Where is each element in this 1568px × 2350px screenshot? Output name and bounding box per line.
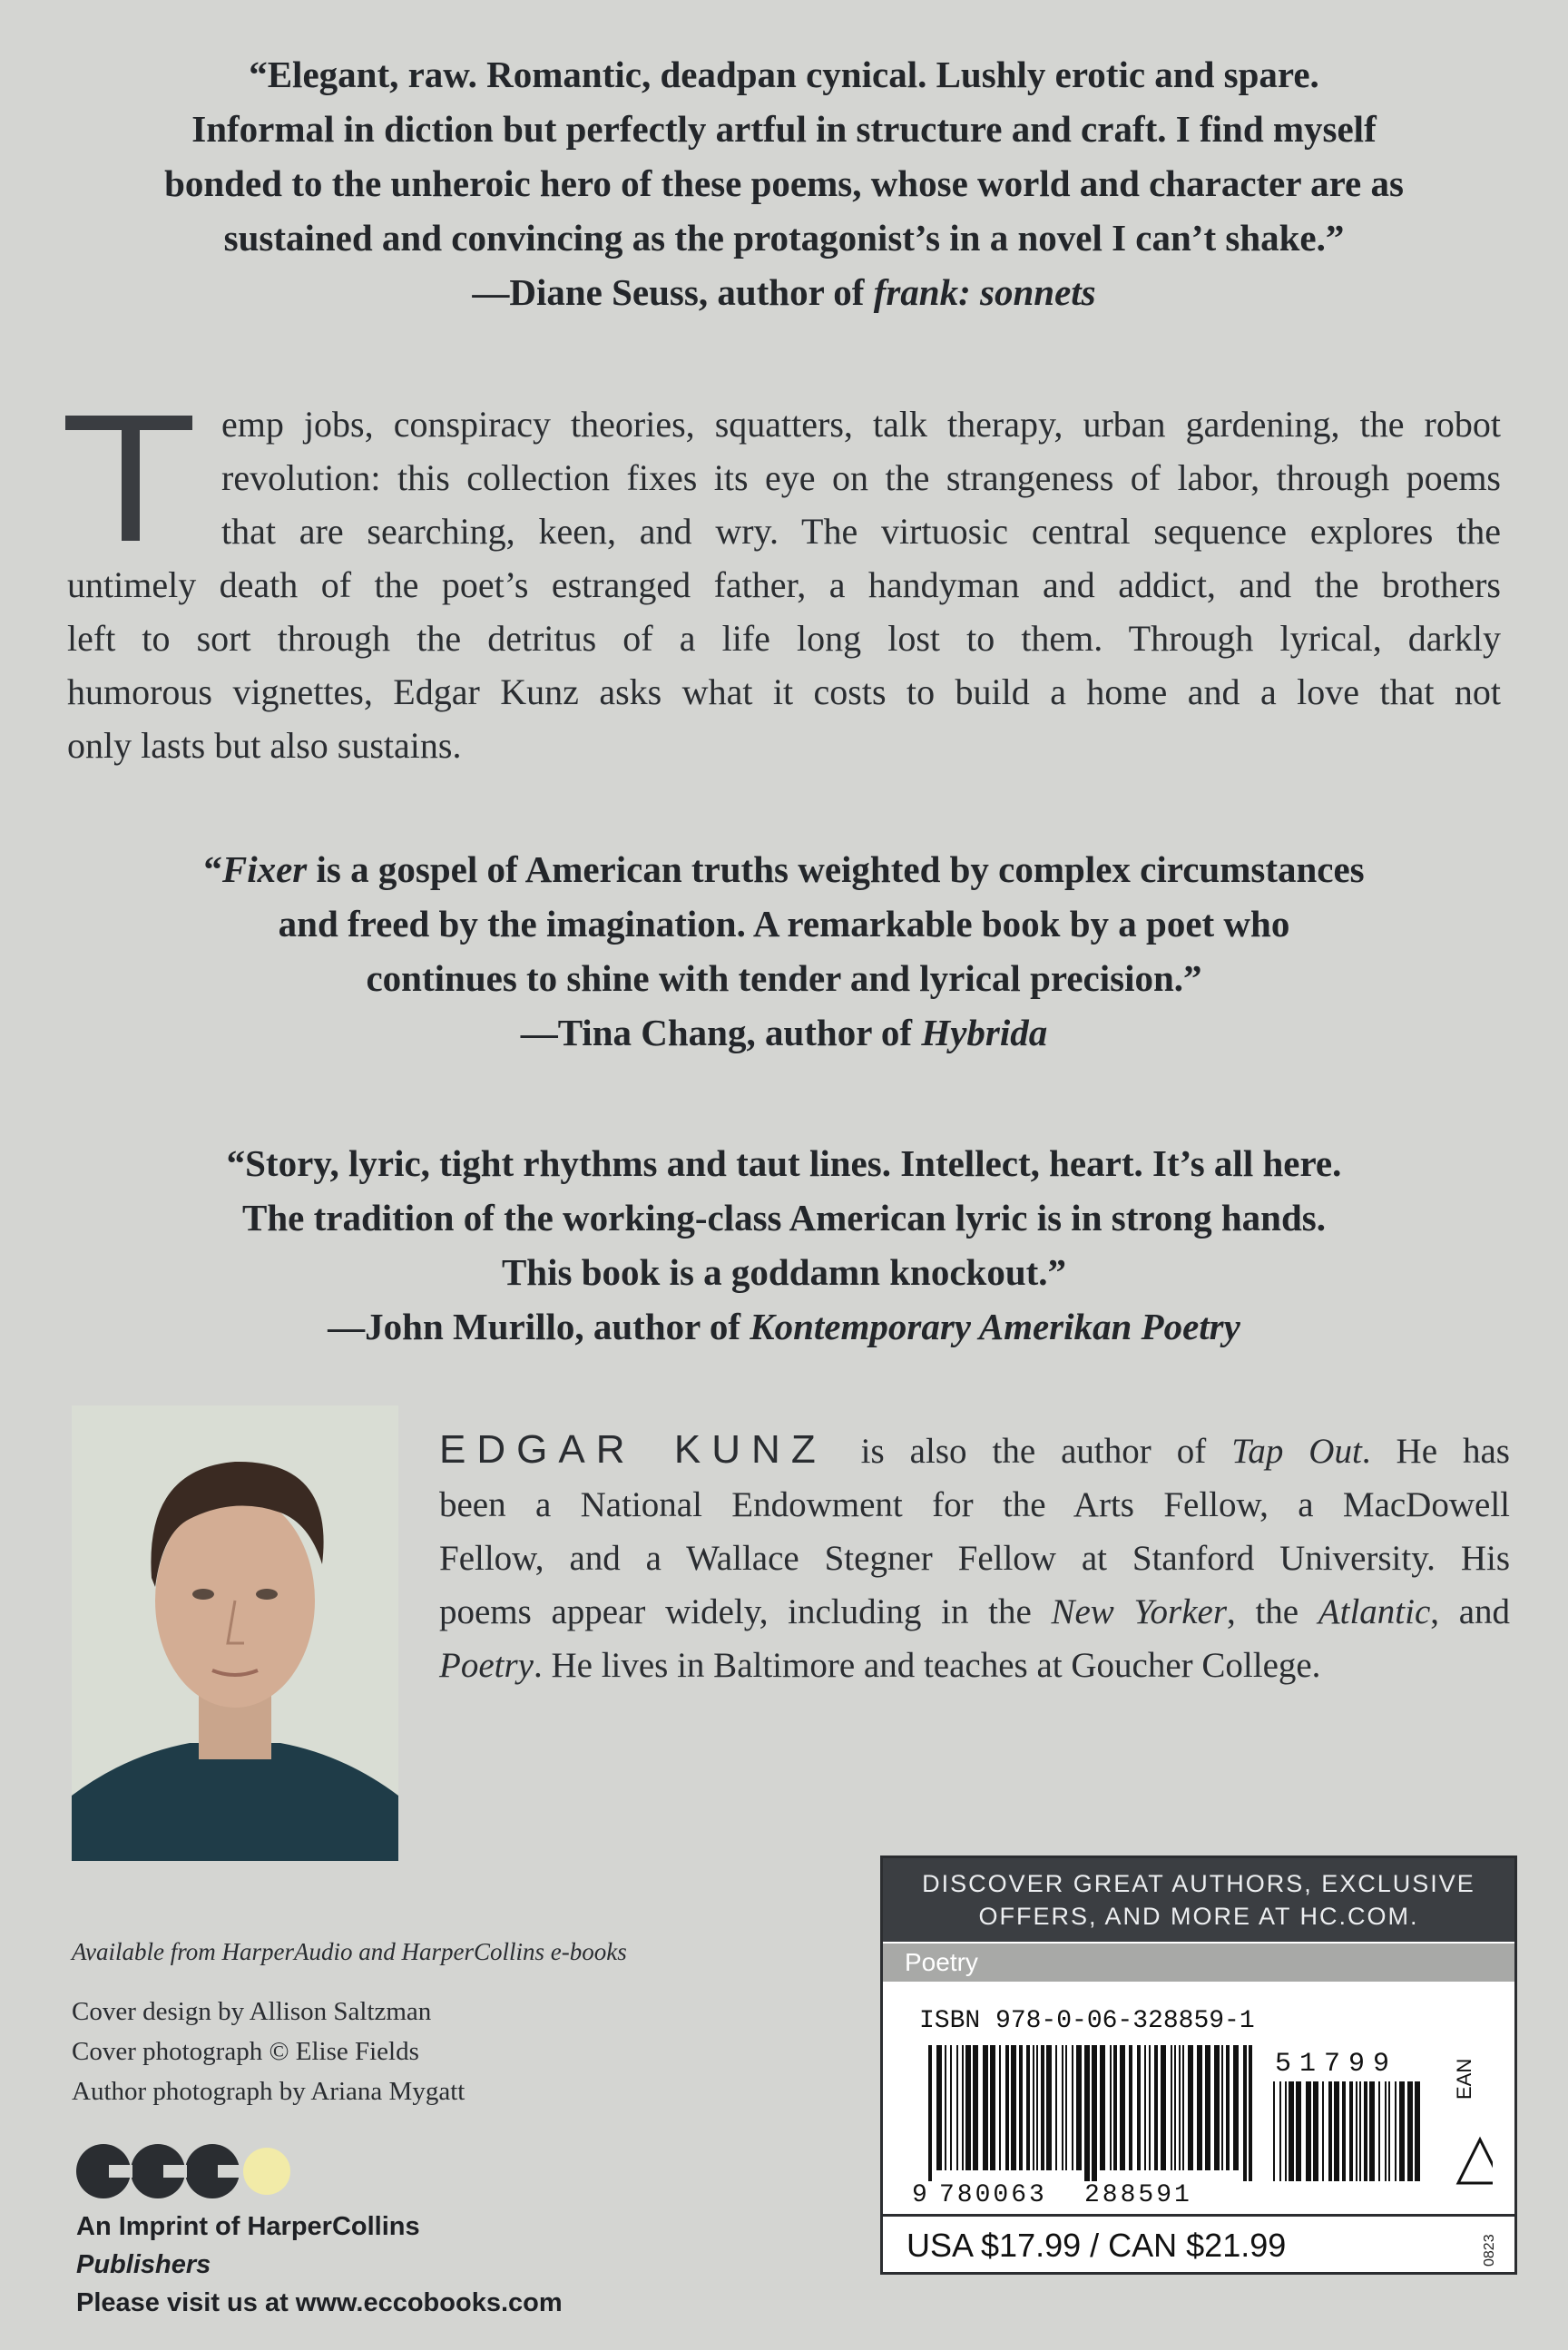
- barcode-bar: [950, 2045, 952, 2170]
- barcode-bar: [1076, 2045, 1082, 2170]
- publication-title: Atlantic: [1318, 1592, 1431, 1631]
- imprint-publishers: Publishers: [76, 2250, 211, 2279]
- barcode-bar: [1182, 2045, 1184, 2170]
- book-title: Fixer: [221, 848, 308, 890]
- quote-line: This book is a goddamn knockout.”: [501, 1251, 1067, 1293]
- barcode-bar: [1385, 2081, 1387, 2181]
- barcode-bar: [1279, 2081, 1281, 2181]
- barcode-bar: [965, 2045, 971, 2170]
- promo-line: DISCOVER GREAT AUTHORS, EXCLUSIVE: [922, 1870, 1475, 1897]
- barcode-graphic: [912, 2045, 1493, 2208]
- bio-line: [439, 1585, 1510, 1639]
- barcode-bar: [1364, 2081, 1367, 2181]
- attribution-book-title: frank: sonnets: [873, 271, 1096, 313]
- quote-line: and freed by the imagination. A remarkable book by a poet who: [278, 903, 1290, 945]
- barcode-bar: [1120, 2045, 1125, 2170]
- barcode-bar: [1092, 2045, 1097, 2181]
- blurb-line: that are searching, keen, and wry. The virtuosic central sequence explores the: [221, 511, 1501, 552]
- ean-barcode-bars: [928, 2045, 1252, 2181]
- barcode-bar: [1171, 2045, 1172, 2170]
- barcode-bar: [1046, 2045, 1052, 2170]
- quote-line: The tradition of the working-class American lyric is in strong hands.: [242, 1197, 1326, 1239]
- author-photo: [72, 1405, 398, 1861]
- quote-line: bonded to the unheroic hero of these poems, whose world and character are as: [164, 162, 1404, 204]
- barcode-panel: [880, 1856, 1517, 2275]
- barcode-bar: [1072, 2045, 1073, 2170]
- quote-attribution: [0, 265, 1568, 319]
- attribution-book-title: Hybrida: [921, 1012, 1048, 1053]
- barcode-bar: [1388, 2081, 1390, 2181]
- quote-line: continues to shine with tender and lyrical precision.”: [366, 957, 1202, 999]
- bio-text: , and: [1430, 1592, 1510, 1631]
- barcode-bar: [1154, 2045, 1158, 2170]
- book-description: [67, 397, 1501, 772]
- bio-text: . He lives in Baltimore and teaches at Goucher College.: [533, 1646, 1321, 1685]
- barcode-bar: [1285, 2081, 1287, 2181]
- promo-banner: [883, 1858, 1514, 1942]
- barcode-bar: [1033, 2045, 1034, 2170]
- price-code-digits: 51799: [1275, 2049, 1398, 2080]
- barcode-bar: [1243, 2045, 1247, 2181]
- barcode-bar: [1055, 2045, 1057, 2170]
- barcode-bar: [936, 2045, 942, 2170]
- ecco-logo: [73, 2139, 290, 2203]
- barcode-bar: [1011, 2045, 1016, 2170]
- quote-line: Informal in diction but perfectly artful in structure and craft. I find myself: [191, 108, 1377, 150]
- promo-line: OFFERS, AND MORE AT HC.COM.: [978, 1903, 1419, 1930]
- quote-line: [0, 842, 1568, 896]
- barcode-bar: [1149, 2045, 1151, 2170]
- publication-title: New Yorker: [1051, 1592, 1228, 1631]
- barcode-bar: [1113, 2045, 1117, 2170]
- barcode-bar: [1019, 2045, 1023, 2170]
- bio-text: . He has: [1361, 1432, 1510, 1471]
- barcode-bar: [1249, 2045, 1252, 2181]
- bio-line: [439, 1423, 1510, 1478]
- barcode-bar: [1110, 2045, 1112, 2170]
- ean-right-digits: 288591: [1084, 2181, 1192, 2208]
- blurb-line: left to sort through the detritus of a life long lost to them. Through lyrical, darkly: [67, 618, 1501, 659]
- barcode-bar: [1334, 2081, 1339, 2181]
- ean-label: EAN: [1453, 2058, 1475, 2100]
- barcode-bar: [1226, 2045, 1230, 2170]
- cover-design-credit: Cover design by Allison Saltzman: [72, 1997, 432, 2026]
- attribution-text: —Diane Seuss, author of: [472, 271, 874, 313]
- bio-text: , the: [1227, 1592, 1318, 1631]
- attribution-text: —Tina Chang, author of: [520, 1012, 922, 1053]
- barcode-bar: [1221, 2045, 1223, 2170]
- barcode-bar: [1005, 2045, 1009, 2170]
- author-bio: [439, 1423, 1510, 1692]
- author-photo-credit: Author photograph by Ariana Mygatt: [72, 2077, 466, 2106]
- barcode-bar: [1289, 2081, 1294, 2181]
- imprint-line: [76, 2208, 563, 2284]
- barcode-bar: [1399, 2081, 1405, 2181]
- barcode-bar: [1197, 2045, 1202, 2170]
- quote-attribution: [0, 1299, 1568, 1354]
- bio-line: been a National Endowment for the Arts Fellow, a MacDowell: [439, 1485, 1510, 1524]
- barcode-bar: [945, 2045, 946, 2170]
- category-label: Poetry: [883, 1944, 1514, 1982]
- availability-note: Available from HarperAudio and HarperCollins e-books: [72, 1938, 627, 1965]
- barcode-bar: [1084, 2045, 1090, 2181]
- book-title: Tap Out: [1231, 1432, 1362, 1471]
- bio-line: [439, 1639, 1510, 1692]
- attribution-text: —John Murillo, author of: [328, 1306, 750, 1347]
- blurb-line: untimely death of the poet’s estranged father, a handyman and addict, and the brothers: [67, 564, 1501, 605]
- imprint-text: An Imprint of HarperCollins: [76, 2212, 420, 2241]
- credits: [72, 1938, 798, 2111]
- quote-john-murillo: [0, 1136, 1568, 1354]
- barcode-bar: [1100, 2045, 1105, 2170]
- barcode-bar: [1322, 2081, 1324, 2181]
- barcode-bar: [1233, 2045, 1239, 2170]
- barcode-bar: [1188, 2045, 1193, 2170]
- blurb-line: only lasts but also sustains.: [67, 725, 462, 766]
- ean-left-digits: 780063: [939, 2181, 1047, 2208]
- quote-attribution: [0, 1005, 1568, 1060]
- barcode-bar: [1273, 2081, 1275, 2181]
- barcode-bar: [1137, 2045, 1141, 2170]
- barcode-bar: [1174, 2045, 1176, 2170]
- price-barcode-bars: [1273, 2081, 1420, 2181]
- barcode-bar: [1407, 2081, 1413, 2181]
- publisher-website[interactable]: Please visit us at www.eccobooks.com: [76, 2288, 563, 2317]
- barcode-bar: [983, 2045, 988, 2170]
- barcode-bar: [928, 2045, 932, 2181]
- barcode-bar: [990, 2045, 995, 2170]
- barcode-bar: [1214, 2045, 1220, 2170]
- barcode-bar: [962, 2045, 964, 2170]
- imprint: [76, 2208, 563, 2322]
- blurb-line: emp jobs, conspiracy theories, squatters, talk therapy, urban gardening, the robot: [221, 404, 1501, 445]
- barcode-bar: [1415, 2081, 1420, 2181]
- barcode-bar: [1342, 2081, 1346, 2181]
- triangle-icon: [1458, 2139, 1493, 2183]
- blurb-line: revolution: this collection fixes its eye on the strangeness of labor, through poems: [221, 457, 1501, 498]
- bio-line: Fellow, and a Wallace Stegner Fellow at Stanford University. His: [439, 1539, 1510, 1578]
- author-name: EDGAR KUNZ: [439, 1427, 827, 1472]
- barcode-bar: [1395, 2081, 1396, 2181]
- publication-title: Poetry: [439, 1646, 534, 1685]
- barcode-bar: [1161, 2045, 1166, 2170]
- ean-first-digit: 9: [912, 2181, 927, 2208]
- quote-line: “Elegant, raw. Romantic, deadpan cynical. Lushly erotic and spare.: [249, 54, 1319, 95]
- barcode-bar: [1359, 2081, 1361, 2181]
- barcode-bar: [1129, 2045, 1132, 2170]
- barcode-bar: [1356, 2081, 1357, 2181]
- barcode-bar: [1179, 2045, 1181, 2170]
- barcode-bar: [1369, 2081, 1375, 2181]
- barcode-bar: [1328, 2081, 1332, 2181]
- quote-tina-chang: [0, 842, 1568, 1060]
- barcode-bar: [1313, 2081, 1318, 2181]
- print-code: 0823: [1482, 2234, 1497, 2267]
- quote-line: sustained and convincing as the protagonist’s in a novel I can’t shake.”: [223, 217, 1345, 259]
- bio-text: poems appear widely, including in the: [439, 1592, 1052, 1631]
- barcode-bar: [1065, 2045, 1067, 2170]
- barcode-bar: [1026, 2045, 1030, 2170]
- barcode-bar: [1349, 2081, 1353, 2181]
- barcode-bar: [1062, 2045, 1063, 2170]
- attribution-book-title: Kontemporary Amerikan Poetry: [750, 1306, 1240, 1347]
- bio-text: is also the author of: [835, 1432, 1232, 1471]
- barcode-bar: [1144, 2045, 1146, 2170]
- barcode-bar: [1306, 2081, 1311, 2181]
- blurb-line: humorous vignettes, Edgar Kunz asks what it costs to build a home and a love that not: [67, 671, 1501, 712]
- quote-line: “Story, lyric, tight rhythms and taut lines. Intellect, heart. It’s all here.: [226, 1142, 1342, 1184]
- barcode-bar: [1036, 2045, 1038, 2170]
- barcode-bar: [1296, 2081, 1301, 2181]
- quote-text: is a gospel of American truths weighted by complex circumstances: [307, 848, 1365, 890]
- price-label: USA $17.99 / CAN $21.99: [883, 2214, 1514, 2272]
- barcode-bar: [1378, 2081, 1380, 2181]
- barcode-bar: [999, 2045, 1001, 2170]
- cover-photo-credit: Cover photograph © Elise Fields: [72, 2037, 419, 2066]
- open-quote: “: [203, 848, 222, 890]
- barcode-bar: [1041, 2045, 1044, 2170]
- quote-diane-seuss: [0, 47, 1568, 319]
- isbn-number: ISBN 978-0-06-328859-1: [919, 2007, 1255, 2035]
- barcode-bar: [956, 2045, 958, 2170]
- barcode-bar: [973, 2045, 978, 2170]
- dropcap-text: T: [62, 399, 63, 400]
- barcode-bar: [1205, 2045, 1210, 2170]
